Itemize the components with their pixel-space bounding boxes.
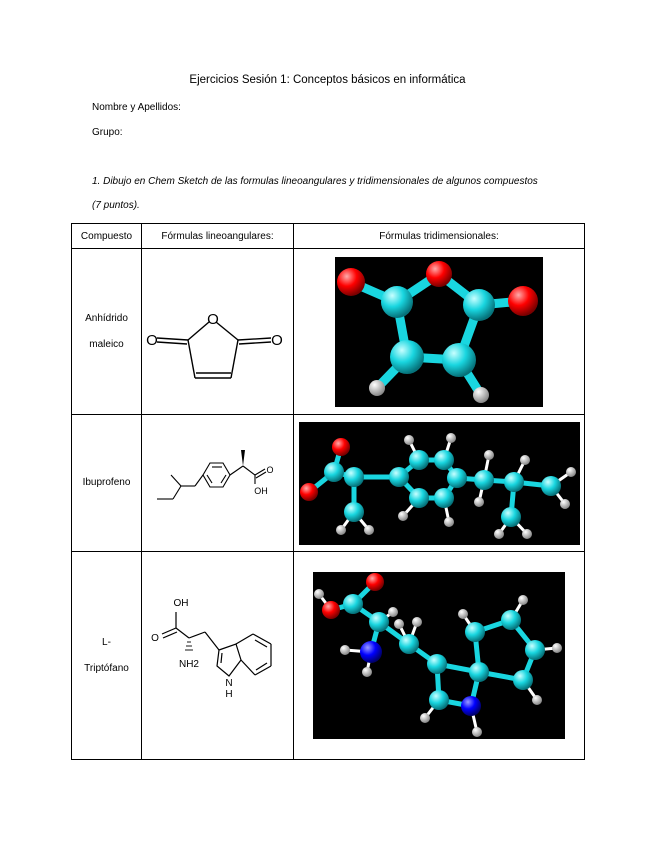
name-field-label: Nombre y Apellidos: (92, 102, 181, 113)
compound-name: maleico (89, 338, 124, 350)
table-row (72, 415, 585, 552)
ibuprofen-3d-model (299, 422, 580, 545)
atom-label-n: N (224, 678, 233, 689)
atom-label-o: O (265, 464, 274, 475)
compounds-table (71, 223, 585, 760)
atom-label-o: O (150, 633, 159, 644)
tryptophan-line-structure (143, 554, 293, 754)
compound-name-cell (72, 552, 142, 760)
atom-label-oh: OH (173, 598, 188, 609)
ibuprofen-line-structure (143, 417, 293, 547)
atom-label-o: O (145, 332, 158, 349)
header-line-formulas: Fórmulas lineoangulares: (142, 224, 294, 249)
compound-name: Ibuprofeno (82, 477, 131, 488)
document-title: Ejercicios Sesión 1: Conceptos básicos en informática (189, 74, 466, 86)
exercise-statement: 1. Dibujo en Chem Sketch de las formulas lineoangulares y tridimensionales de algunos compuestos (92, 176, 538, 187)
group-field-label: Grupo: (92, 127, 123, 138)
atom-label-h: H (224, 689, 233, 700)
line-formula-cell (142, 552, 294, 760)
tryptophan-3d-model (313, 572, 565, 739)
compound-name-cell (72, 415, 142, 552)
compound-name: L- (102, 636, 111, 648)
maleic-anhydride-line-structure (143, 250, 293, 410)
3d-formula-cell (294, 552, 585, 760)
compound-name: Triptófano (84, 662, 129, 674)
compound-name-cell (72, 249, 142, 415)
3d-formula-cell (294, 249, 585, 415)
maleic-anhydride-3d-model (335, 257, 543, 407)
compound-name: Anhídrido (85, 312, 128, 324)
atom-label-o: O (206, 311, 219, 328)
header-3d-formulas: Fórmulas tridimensionales: (294, 224, 585, 249)
table-row (72, 249, 585, 415)
exercise-points: (7 puntos). (92, 200, 140, 211)
header-compound: Compuesto (72, 224, 142, 249)
3d-formula-cell (294, 415, 585, 552)
table-row (72, 552, 585, 760)
atom-label-nh2: NH2 (178, 659, 199, 670)
atom-label-oh: OH (253, 485, 268, 496)
atom-label-o: O (270, 332, 283, 349)
table-header-row (72, 224, 585, 249)
line-formula-cell (142, 249, 294, 415)
line-formula-cell (142, 415, 294, 552)
